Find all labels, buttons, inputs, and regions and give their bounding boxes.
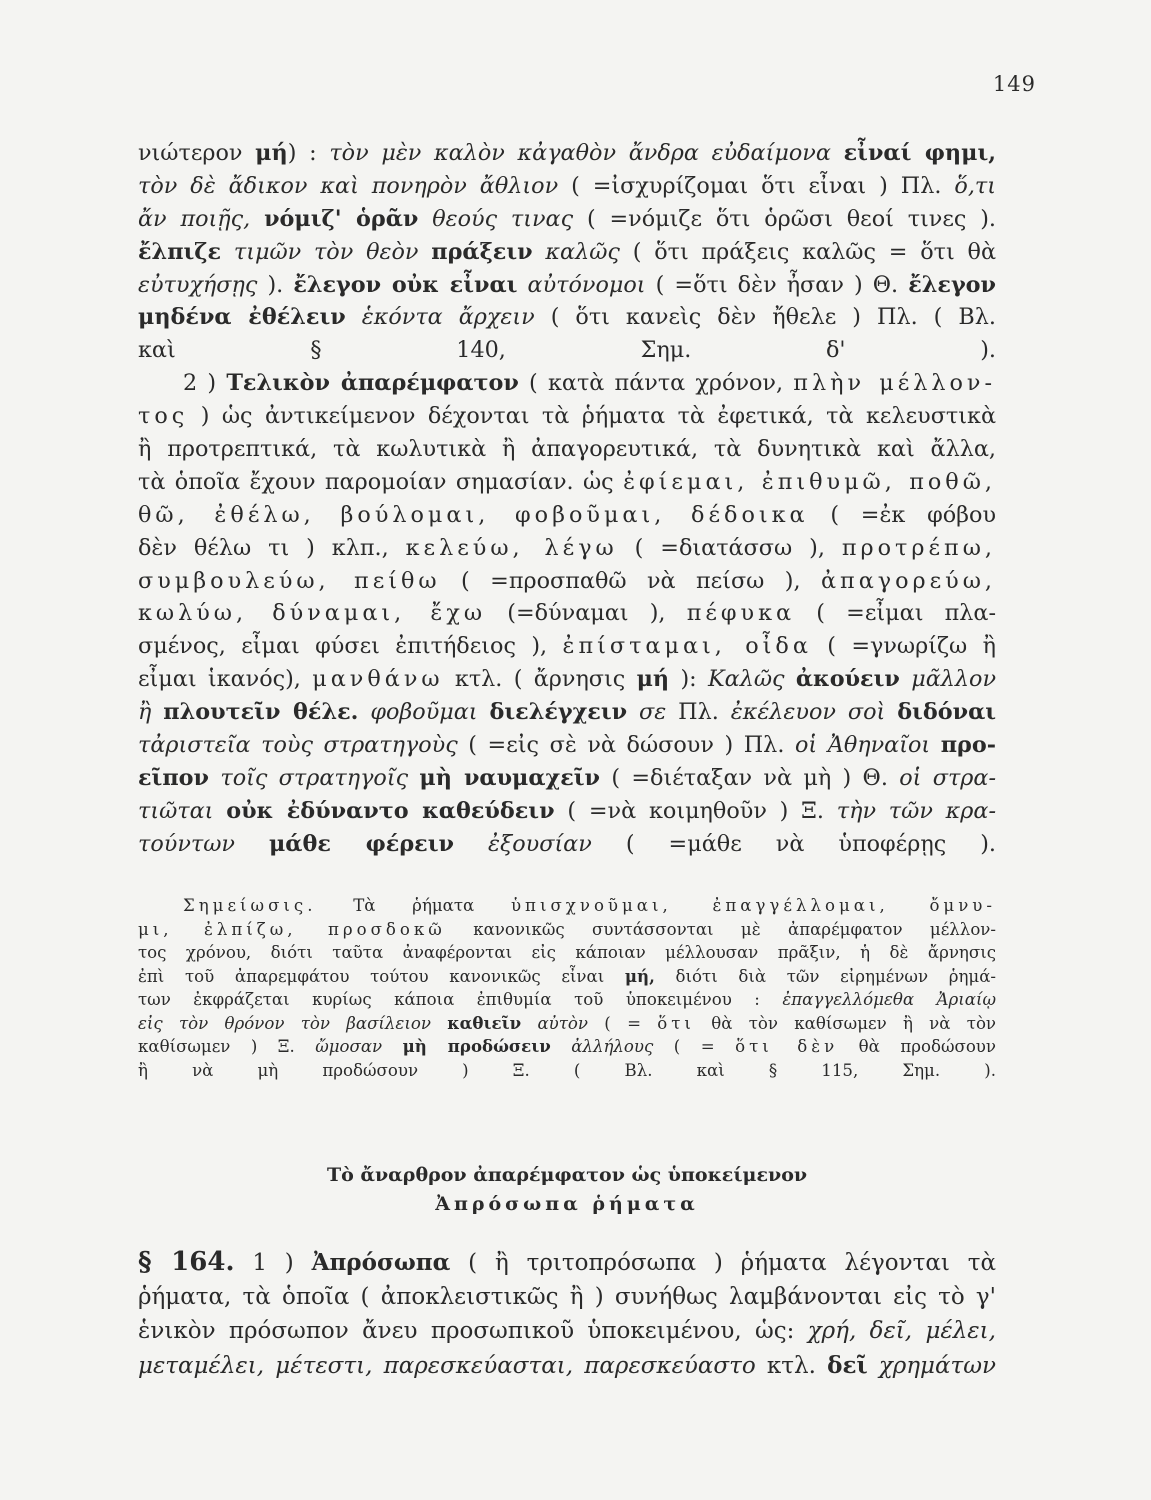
text-line [138,597,996,630]
text-line [138,1314,996,1349]
text-line [138,466,996,499]
text-line [138,729,996,762]
text-segment: ἄν ποιῇς, [138,205,251,232]
text-segment: τὰ ὁποῖα ἔχουν παρομοίαν σημασίαν. ὡς [138,468,624,495]
text-segment: ὅτι [657,1013,695,1033]
text-segment: ἑκόντα ἄρχειν [361,304,535,331]
text-segment: ἐπὶ τοῦ ἀπαρεμφάτου τούτου κανονικῶς εἶναι [138,966,625,986]
text-line [138,894,996,918]
text-segment: Τελικὸν ἀπαρέμφατον [226,370,519,397]
text-segment: τιῶται [138,797,214,824]
text-segment: πέφυκα [686,600,796,627]
text-segment: τὸν δὲ ἄδικον καὶ πονηρὸν ἄθλιον [138,172,559,199]
heading-title: Τὸ ἄναρθρον ἀπαρέμφατον ὡς ὑποκείμενον [326,1164,808,1186]
text-segment: θεούς τινας [432,205,574,232]
text-segment: ῥήματα, τὰ ὁποῖα ( ἀποκλειστικῶς ἢ ) συνήθως λαμβάνονται εἰς τὸ γ' [138,1283,996,1310]
text-line [138,1059,996,1083]
section-heading [138,1161,996,1219]
text-segment: ἔλεγον [908,271,996,298]
text-segment: ἀπαγορεύω, [820,567,996,594]
text-line [138,918,996,942]
text-segment: σμένος, εἶμαι φύσει ἐπιτήδειος ), [138,633,563,660]
text-line [138,965,996,989]
text-segment: θὰ προδώσουν [838,1037,996,1056]
text-segment: ἐπαγγελλόμεθα Ἀριαίῳ [782,990,996,1009]
page-number: 149 [992,72,1036,96]
text-segment: νόμιζ' ὁρᾶν [264,205,419,232]
text-segment: πλὴν μέλλον- [793,370,996,397]
heading-subtitle: Ἀπρόσωπα ῥήματα [435,1193,699,1215]
text-segment: των ἐκφράζεται κυρίως κάποια ἐπιθυμία τοῦ ὑποκειμένου : [138,990,783,1009]
text-segment: προ- [940,732,996,759]
text-line [138,334,996,367]
text-segment: (=δύναμαι ), [486,600,687,627]
text-segment [418,206,432,232]
text-segment: ( ὅτι πράξεις καλῶς = ὅτι θὰ [619,238,996,265]
text-segment: ( = [653,1037,736,1056]
text-segment: ἐκέλευον σοὶ [730,699,886,726]
text-segment: ( =διέταξαν νὰ μὴ ) Θ. [600,764,900,791]
text-segment: εἶμαι ἱκανός), [138,666,313,693]
text-segment: ( =προσπαθῶ νὰ πείσω ), [440,567,821,594]
text-segment [213,798,226,824]
text-line [138,433,996,466]
note-text [138,894,996,1082]
text-segment: μὴ ναυμαχεῖν [419,764,601,791]
text-segment: μή [255,140,288,166]
text-segment [785,666,796,692]
text-segment: Σημείωσις. [183,896,317,915]
text-segment: Ἀπρόσωπα [311,1249,451,1276]
text-segment: εὐτυχήσῃς [138,271,258,298]
text-segment [221,239,234,265]
text-segment: θὰ τὸν καθίσωμεν ἢ νὰ τὸν [694,1013,996,1033]
text-segment: τούντων [138,830,235,857]
text-segment [346,304,362,330]
text-line [138,1245,996,1280]
text-segment: ( =εἶμαι πλα- [795,600,996,627]
text-line [138,762,996,795]
text-segment: ( =μάθε νὰ ὑποφέρῃς ). [591,830,996,857]
text-segment: ἀλλήλους [571,1037,654,1056]
text-segment: ( =ἰσχυρίζομαι ὅτι εἶναι ) Πλ. [558,172,955,199]
text-line [138,236,996,269]
text-segment [868,1353,879,1379]
text-segment: τὴν τῶν κρα- [836,797,996,824]
text-segment: αὐτόνομοι [527,271,646,298]
text-segment: 2 ) [183,370,227,397]
text-segment: ἢ νὰ μὴ προδώσουν ) Ξ. ( Βλ. καὶ § 115, Σημ. ). [138,1060,996,1080]
text-line [138,400,996,433]
text-segment: αὐτὸν [537,1013,589,1033]
text-line [138,988,996,1012]
text-segment: διδόναι [897,699,996,726]
text-segment: εῖπον [138,764,210,791]
text-segment: ὅ,τι [954,172,996,199]
text-segment [250,206,264,232]
text-segment: καθιεῖν [447,1012,522,1033]
text-segment [533,239,546,265]
text-segment: ( κατὰ πάντα χρόνον, [518,370,794,397]
text-segment: ( =διατάσσω ), [617,534,842,561]
text-line [138,630,996,663]
text-line [138,1035,996,1059]
main-text [138,137,996,861]
text-segment: 1 ) [234,1250,312,1276]
section-164-text [138,1245,996,1383]
text-segment: ἔλπιζε [138,238,222,265]
text-segment [151,699,163,725]
text-segment [408,765,419,791]
text-line [138,565,996,598]
text-line [138,269,996,302]
text-segment: ) ὡς ἀντικείμενον δέχονται τὰ ῥήματα τὰ ἐφετικά, τὰ κελευστικὰ [188,403,996,430]
text-line [138,1012,996,1036]
text-segment: ἢ προτρεπτικά, τὰ κωλυτικὰ ἢ ἀπαγορευτικά, τὰ δυνητικὰ καὶ ἄλλα, [138,436,996,463]
text-segment: τος χρόνου, διότι ταῦτα ἀναφέρονται εἰς κάποιαν μέλλουσαν πρᾶξιν, ἡ δὲ ἄρνησις [138,943,996,962]
text-segment: ( =νόμιζε ὅτι ὁρῶσι θεοί τινες ). [573,205,996,232]
text-line [138,499,996,532]
text-segment: ( = [588,1013,658,1033]
text-line [138,941,996,965]
text-segment: ) : [287,140,330,166]
text-segment: μεταμέλει, μέτεστι, παρεσκεύασται, παρεσκεύαστο [138,1352,756,1379]
text-segment: θῶ, ἐθέλω, βούλομαι, φοβοῦμαι, δέδοικα [138,501,809,528]
text-line [138,301,996,334]
text-segment: Καλῶς [708,666,785,693]
text-segment: δὲν θέλω τι ) κλπ., [138,534,406,561]
text-segment: ἐπίσταμαι, οἶδα [562,633,812,660]
text-line [138,532,996,565]
text-segment: ὑπισχνοῦμαι, ἐπαγγέλλομαι, ὄμνυ- [510,896,996,915]
text-line [138,203,996,236]
text-segment [209,765,220,791]
text-segment: ἀκούειν [795,666,900,693]
text-segment: κωλύω, δύναμαι, ἔχω [138,600,487,627]
text-segment: κανονικῶς συντάσσονται μὲ ἀπαρέμφατον μέλλον- [445,919,996,939]
text-line [138,137,996,170]
text-segment [551,1037,571,1056]
text-segment [900,666,911,692]
text-segment: κελεύω, λέγω [405,534,618,561]
text-segment: μι, ἐλπίζω, προσδοκῶ [138,919,446,939]
text-segment: μὴ προδώσειν [402,1036,551,1056]
text-segment: δεῖ [827,1351,868,1379]
text-line [138,696,996,729]
text-segment: Τὰ ῥήματα [316,896,511,915]
text-segment [454,831,488,857]
text-segment: πλουτεῖν θέλε. [163,699,359,726]
text-segment: ( ὅτι κανεὶς δὲν ἤθελε ) Πλ. ( Βλ. [534,304,996,331]
text-segment: μή [636,666,670,693]
text-segment: οἱ Ἀθηναῖοι [794,732,931,759]
text-segment: φοβοῦμαι [370,699,478,726]
text-line [138,1349,996,1384]
text-segment: σε [639,699,667,726]
text-segment: τὸν μὲν καλὸν κἀγαθὸν ἄνδρα εὐδαίμονα [329,140,831,166]
text-segment [358,699,370,725]
text-segment [431,1014,447,1033]
text-segment: ( =νὰ κοιμηθοῦν ) Ξ. [554,797,837,824]
text-segment: τοῖς στρατηγοῖς [220,764,409,791]
text-segment [627,699,639,725]
text-segment [930,732,941,758]
text-segment: ἑνικὸν πρόσωπον ἄνευ προσωπικοῦ ὑποκειμένου, ὡς: [138,1318,808,1344]
text-segment [478,699,490,725]
text-segment: πράξειν [431,238,533,265]
text-segment: οἱ στρα- [899,764,996,791]
text-line [138,367,996,400]
text-segment [235,831,269,857]
text-segment: μανθάνω [312,666,444,693]
text-segment: διότι διὰ τῶν εἰρημένων ῥημά- [654,966,996,986]
text-segment: μή, [624,965,655,986]
text-segment: Πλ. [666,699,731,726]
text-line [138,795,996,828]
text-segment: καλῶς [545,238,620,265]
text-segment: χρή, δεῖ, μέλει, [807,1318,996,1344]
text-segment: ὤμοσαν [315,1037,383,1056]
text-segment [831,140,844,166]
text-segment [418,239,431,265]
text-segment: ὅτι δὲν [735,1037,839,1056]
text-segment: καθίσωμεν ) Ξ. [138,1037,316,1056]
text-segment: ( =εἰς σὲ νὰ δώσουν ) Πλ. [457,732,795,759]
text-line [138,828,996,861]
text-segment [521,1014,537,1033]
text-segment: οὐκ ἐδύναντο καθεύδειν [226,797,555,824]
text-segment: ( =ὅτι δὲν ἦσαν ) Θ. [645,271,909,298]
text-segment: προτρέπω, [841,534,996,561]
text-segment: μᾶλλον [911,666,996,693]
text-segment: ): [669,666,708,693]
text-segment: νιώτερον [138,140,256,166]
text-line [138,663,996,696]
text-segment [517,272,527,298]
text-segment: μηδένα ἐθέλειν [138,304,346,331]
text-segment: μάθε φέρειν [268,830,454,857]
text-segment: ( ἢ τριτοπρόσωπα ) ῥήματα λέγονται τὰ [450,1250,996,1276]
text-segment: κτλ. ( ἄρνησις [443,666,637,693]
text-segment: χρημάτων [878,1352,996,1379]
text-line [138,170,996,203]
text-segment: τος [138,403,189,430]
text-segment: ἢ [138,699,152,726]
text-segment: διελέγχειν [489,699,628,726]
text-segment: ( =ἐκ φόβου [808,501,996,528]
text-segment: κτλ. [755,1352,828,1379]
text-segment: τιμῶν τὸν θεὸν [233,238,419,265]
text-segment [382,1037,402,1056]
text-segment: ἐξουσίαν [488,830,592,857]
text-segment: τἀριστεῖα τοὺς στρατηγοὺς [138,732,458,759]
text-segment: ἐφίεμαι, ἐπιθυμῶ, ποθῶ, [623,468,996,495]
text-segment: § 164. [138,1247,235,1277]
text-segment: εἶναί φημι, [843,140,996,166]
text-line [138,1280,996,1315]
text-segment: ). [257,271,294,298]
text-segment: ( =γνωρίζω ἢ [811,633,996,660]
text-segment: καὶ § 140, Σημ. δ' ). [138,337,996,364]
text-segment [885,699,897,725]
text-segment: ἔλεγον οὐκ εἶναι [293,271,518,298]
text-segment: εἰς τὸν θρόνον τὸν βασίλειον [138,1013,431,1033]
text-segment: συμβουλεύω, πείθω [138,567,441,594]
